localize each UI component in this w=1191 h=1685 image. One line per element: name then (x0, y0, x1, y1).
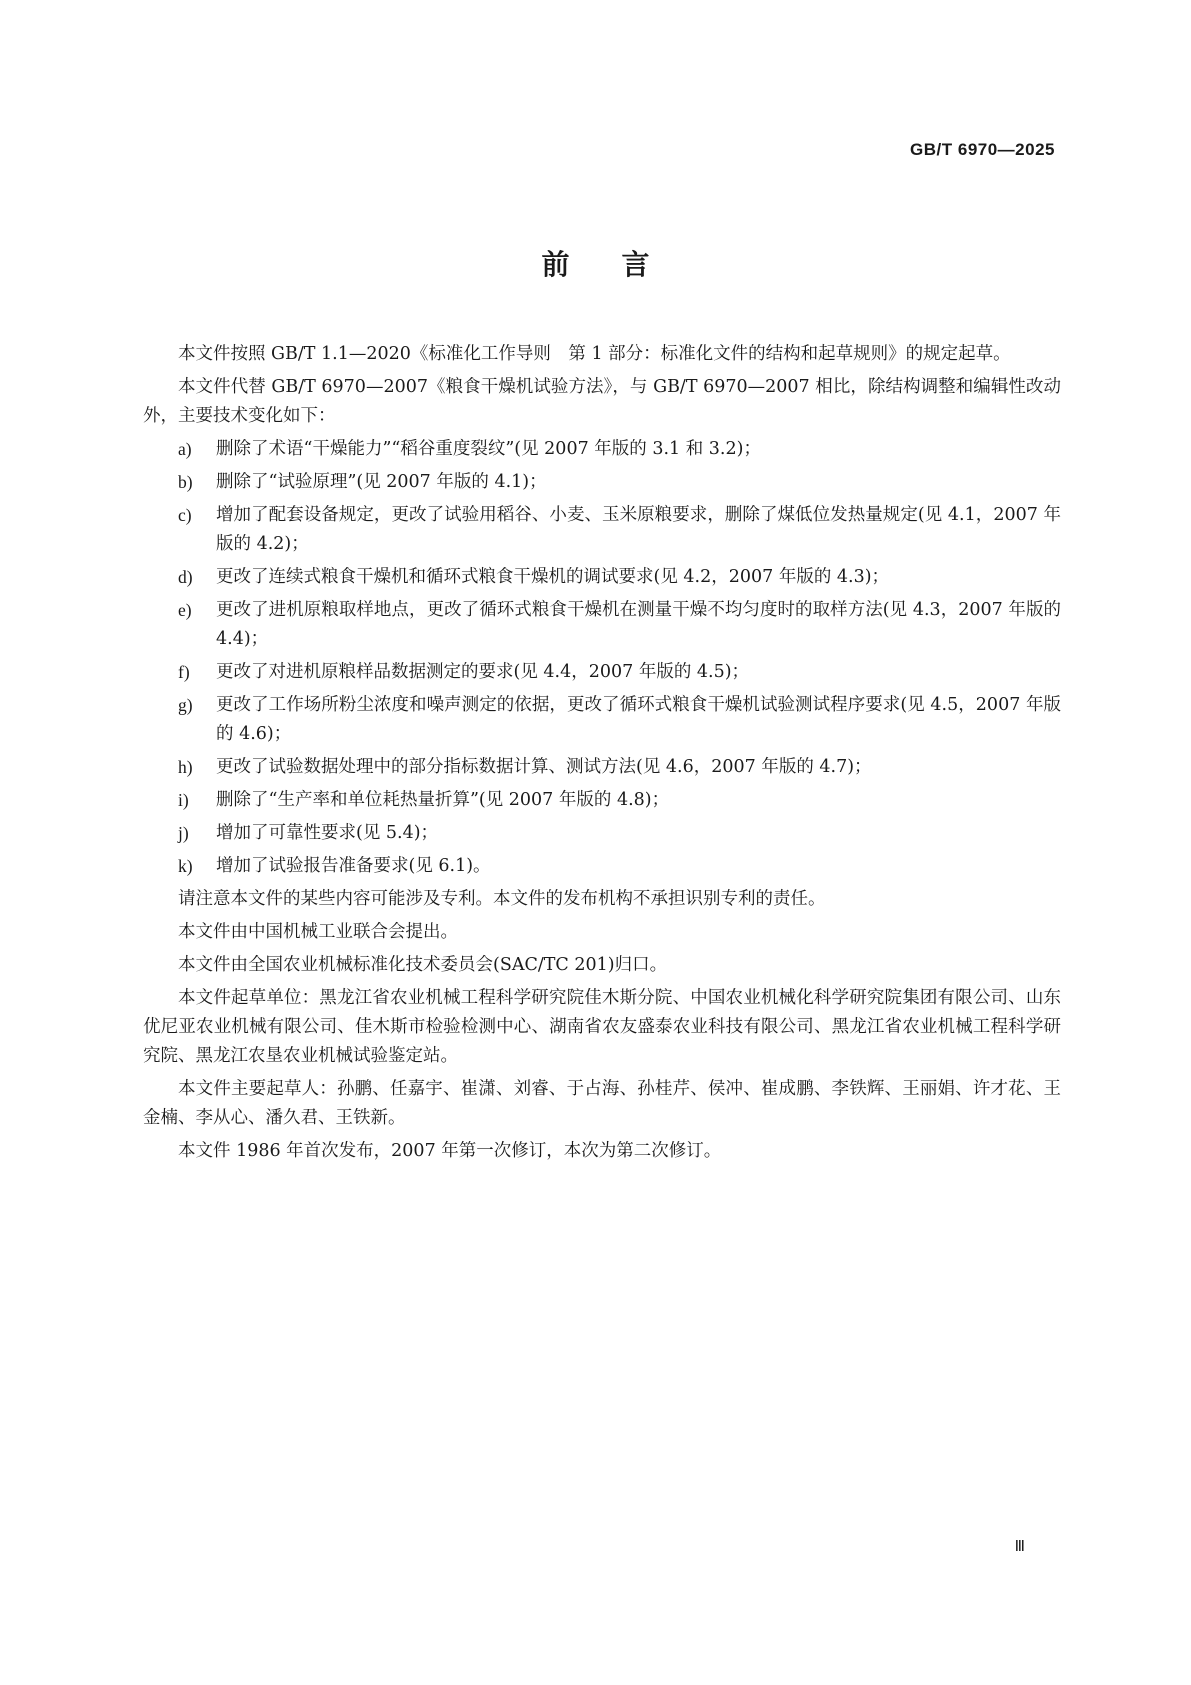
list-marker: h) (178, 757, 193, 777)
list-item-text: 更改了连续式粮食干燥机和循环式粮食干燥机的调试要求(见 4.2，2007 年版的 4.3)； (216, 567, 890, 587)
list-item (143, 691, 1061, 749)
list-item (143, 563, 1061, 592)
paragraph-under-jurisdiction: 本文件由全国农业机械标准化技术委员会(SAC/TC 201)归口。 (178, 955, 668, 975)
list-item (143, 658, 1061, 687)
list-item-text: 更改了试验数据处理中的部分指标数据计算、测试方法(见 4.6，2007 年版的 4.7)； (216, 757, 872, 777)
paragraph-drafting-units: 本文件起草单位：黑龙江省农业机械工程科学研究院佳木斯分院、中国农业机械化科学研究院集团有限公司、山东优尼亚农业机械有限公司、佳木斯市检验检测中心、湖南省农友盛泰农业科技有限公司、黑龙江省农业机械工程科学研究院、黑龙江农垦农业机械试验鉴定站。 (143, 988, 1061, 1066)
list-item (143, 786, 1061, 815)
list-item-text: 删除了术语“干燥能力”“稻谷重度裂纹”(见 2007 年版的 3.1 和 3.2)； (216, 439, 761, 459)
list-item-text: 增加了可靠性要求(见 5.4)； (216, 823, 439, 843)
list-item (143, 596, 1061, 654)
technical-changes-list (143, 435, 1061, 881)
paragraph-publication-history: 本文件 1986 年首次发布，2007 年第一次修订，本次为第二次修订。 (178, 1141, 722, 1161)
list-marker: j) (178, 823, 189, 843)
list-item (143, 435, 1061, 464)
list-marker: f) (178, 662, 190, 682)
list-item (143, 468, 1061, 497)
list-marker: k) (178, 856, 193, 876)
list-item-text: 删除了“生产率和单位耗热量折算”(见 2007 年版的 4.8)； (216, 790, 670, 810)
list-marker: d) (178, 567, 193, 587)
list-marker: a) (178, 439, 192, 459)
list-item (143, 852, 1061, 881)
list-item (143, 501, 1061, 559)
list-item-text: 更改了进机原粮取样地点，更改了循环式粮食干燥机在测量干燥不均匀度时的取样方法(见 4.3，2007 年版的 4.4)； (216, 600, 1061, 649)
list-item (143, 819, 1061, 848)
list-marker: g) (178, 695, 193, 715)
paragraph-replaces: 本文件代替 GB/T 6970—2007《粮食干燥机试验方法》，与 GB/T 6970—2007 相比，除结构调整和编辑性改动外，主要技术变化如下： (143, 377, 1061, 426)
standard-number: GB/T 6970—2025 (910, 140, 1055, 159)
document-body (143, 340, 1061, 1170)
paragraph-main-drafters: 本文件主要起草人：孙鹏、任嘉宇、崔潇、刘睿、于占海、孙桂芹、侯冲、崔成鹏、李铁辉、王丽娟、许才花、王金楠、李从心、潘久君、王铁新。 (143, 1079, 1061, 1128)
page-title: 前言 (541, 248, 702, 281)
paragraph-proposed-by: 本文件由中国机械工业联合会提出。 (178, 922, 458, 942)
list-item-text: 增加了配套设备规定，更改了试验用稻谷、小麦、玉米原粮要求，删除了煤低位发热量规定(见 4.1，2007 年版的 4.2)； (216, 505, 1061, 554)
list-marker: i) (178, 790, 189, 810)
list-item-text: 增加了试验报告准备要求(见 6.1)。 (216, 856, 491, 876)
paragraph-patent-notice: 请注意本文件的某些内容可能涉及专利。本文件的发布机构不承担识别专利的责任。 (178, 889, 826, 909)
list-item (143, 753, 1061, 782)
paragraph-drafting-rules: 本文件按照 GB/T 1.1—2020《标准化工作导则 第 1 部分：标准化文件的结构和起草规则》的规定起草。 (178, 344, 1011, 364)
list-marker: b) (178, 472, 193, 492)
list-item-text: 删除了“试验原理”(见 2007 年版的 4.1)； (216, 472, 547, 492)
page-number: Ⅲ (1014, 1539, 1025, 1555)
list-marker: c) (178, 505, 192, 525)
list-item-text: 更改了工作场所粉尘浓度和噪声测定的依据，更改了循环式粮食干燥机试验测试程序要求(见 4.5，2007 年版的 4.6)； (216, 695, 1061, 744)
list-item-text: 更改了对进机原粮样品数据测定的要求(见 4.4，2007 年版的 4.5)； (216, 662, 750, 682)
list-marker: e) (178, 600, 192, 620)
